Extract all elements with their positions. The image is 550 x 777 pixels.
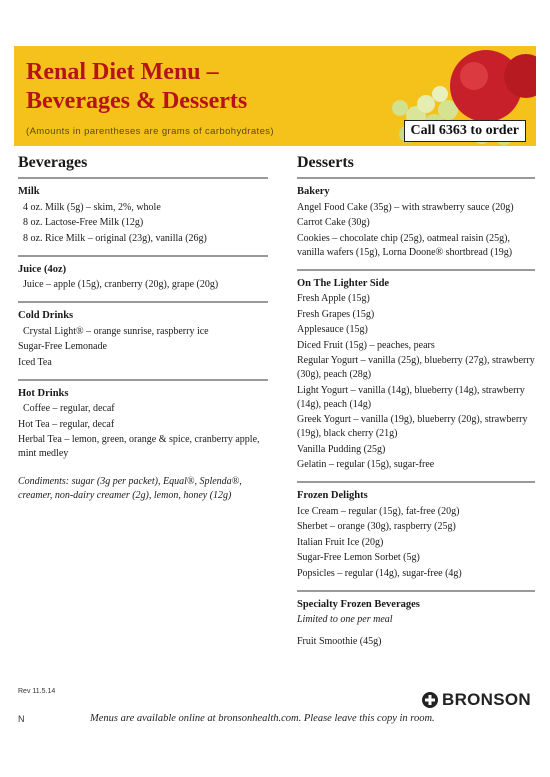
list-item: Hot Tea – regular, decaf: [18, 418, 115, 430]
section-cold-drinks: Cold Drinks: [18, 310, 74, 321]
revision-label: Rev 11.5.14: [18, 688, 56, 695]
list-item: Fresh Apple (15g): [297, 293, 370, 304]
list-item: Iced Tea: [18, 356, 52, 368]
list-item: Fruit Smoothie (45g): [297, 635, 382, 647]
list-item: Herbal Tea – lemon, green, orange & spice, cranberry apple, mint medley: [18, 434, 260, 459]
divider: [297, 481, 535, 483]
beverages-title: Beverages: [18, 154, 88, 171]
divider: [18, 255, 268, 257]
list-item: Sugar-Free Lemon Sorbet (5g): [297, 552, 420, 563]
beverages-column: [18, 152, 268, 503]
list-item: 8 oz. Rice Milk – original (23g), vanilla (26g): [23, 232, 207, 244]
page-title: [26, 58, 247, 116]
section-hot-drinks: Hot Drinks: [18, 387, 69, 399]
section-frozen-delights: Frozen Delights: [297, 490, 368, 501]
list-item: Crystal Light® – orange sunrise, raspberry ice: [23, 325, 209, 337]
header-banner: [14, 46, 536, 146]
list-item: Cookies – chocolate chip (25g), oatmeal raisin (25g), vanilla wafers (15g), Lorna Doone® shortbread (19g): [297, 232, 513, 258]
list-item: Coffee – regular, decaf: [23, 403, 115, 414]
divider: [297, 590, 535, 592]
specialty-note: Limited to one per meal: [297, 614, 393, 625]
list-item: Vanilla Pudding (25g): [297, 443, 386, 455]
list-item: Juice – apple (15g), cranberry (20g), grape (20g): [23, 279, 219, 290]
list-item: Popsicles – regular (14g), sugar-free (4g): [297, 567, 462, 579]
divider: [18, 177, 268, 179]
list-item: 8 oz. Lactose-Free Milk (12g): [23, 217, 144, 228]
bronson-mark-icon: [421, 691, 439, 709]
list-item: Italian Fruit Ice (20g): [297, 536, 384, 548]
desserts-title: Desserts: [297, 154, 354, 171]
list-item: Light Yogurt – vanilla (14g), blueberry (14g), strawberry (14g), peach (14g): [297, 384, 525, 410]
section-milk: Milk: [18, 186, 40, 197]
list-item: Sugar-Free Lemonade: [18, 341, 107, 352]
footer-letter: N: [18, 714, 25, 724]
title-line-1: Renal Diet Menu –: [26, 59, 219, 85]
list-item: Carrot Cake (30g): [297, 217, 370, 228]
divider: [18, 301, 268, 303]
divider: [18, 379, 268, 381]
call-to-order: Call 6363 to order: [404, 120, 526, 142]
list-item: Applesauce (15g): [297, 324, 368, 335]
section-lighter-side: On The Lighter Side: [297, 277, 390, 289]
brand-logo: [421, 690, 531, 710]
list-item: Greek Yogurt – vanilla (19g), blueberry (20g), strawberry (19g), black cherry (21g): [297, 414, 528, 439]
desserts-column: [297, 152, 535, 649]
list-item: Angel Food Cake (35g) – with strawberry sauce (20g): [297, 201, 514, 213]
list-item: Sherbet – orange (30g), raspberry (25g): [297, 521, 456, 532]
condiments-note: Condiments: sugar (3g per packet), Equal®, Splenda®, creamer, non-dairy creamer (2g), lemon, honey (12g): [18, 475, 242, 501]
list-item: Gelatin – regular (15g), sugar-free: [297, 459, 435, 470]
section-bakery: Bakery: [297, 186, 330, 197]
title-line-2: Beverages & Desserts: [26, 88, 248, 114]
section-specialty-frozen: Specialty Frozen Beverages: [297, 598, 420, 610]
footer-note: Menus are available online at bronsonhealth.com. Please leave this copy in room.: [90, 713, 435, 724]
header-subtitle: (Amounts in parentheses are grams of carbohydrates): [26, 126, 274, 137]
divider: [297, 177, 535, 179]
divider: [297, 269, 535, 271]
list-item: Regular Yogurt – vanilla (25g), blueberry (27g), strawberry (30g), peach (28g): [297, 355, 535, 380]
section-juice: Juice (4oz): [18, 263, 67, 275]
list-item: 4 oz. Milk (5g) – skim, 2%, whole: [23, 201, 161, 213]
list-item: Fresh Grapes (15g): [297, 308, 375, 320]
list-item: Ice Cream – regular (15g), fat-free (20g): [297, 505, 460, 517]
brand-name: BRONSON: [442, 690, 531, 709]
list-item: Diced Fruit (15g) – peaches, pears: [297, 339, 435, 351]
